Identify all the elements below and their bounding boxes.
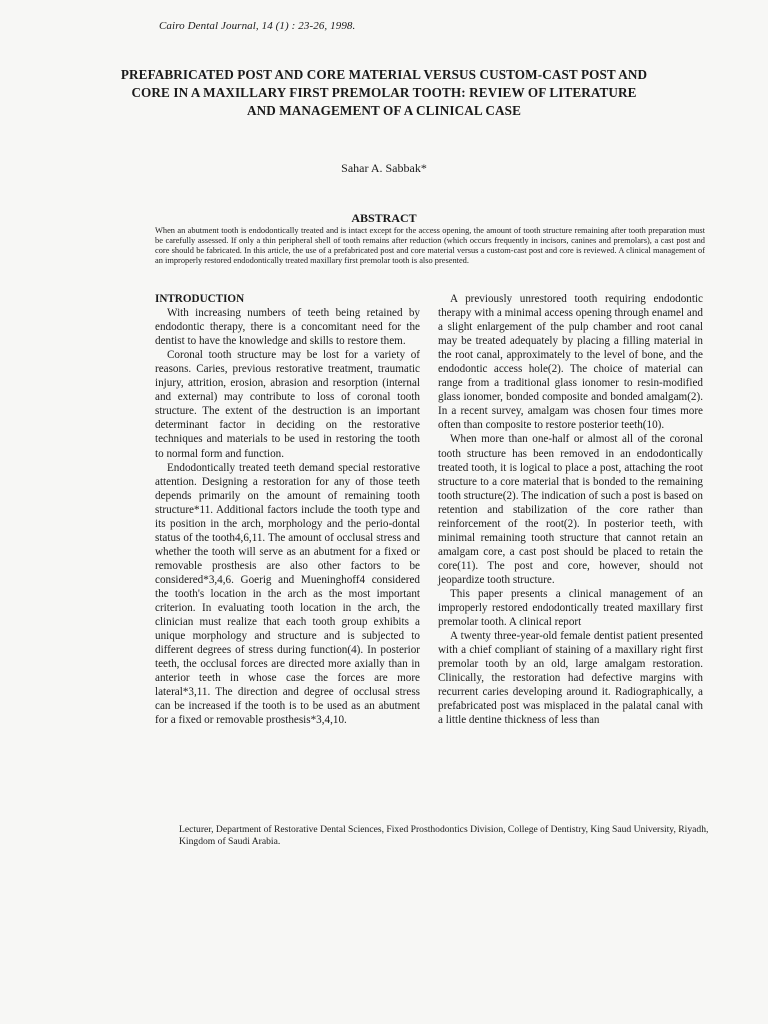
abstract-text: When an abutment tooth is endodontically treated and is intact except for the access opening, the amount of tooth structure remaining after tooth preparation must be carefully assessed. If only a thin peripheral shell of tooth remains after reduction (which occurs frequently in incisors, canines and premolars), a cast post and core should be fabricated. In this article, the use of a prefabricated post and core material versus a custom-cast post and core is reviewed. A clinical management of an improperly restored endodontically treated maxillary first premolar tooth is also presented.	[155, 226, 705, 265]
introduction-heading: INTRODUCTION	[155, 293, 245, 305]
paragraph: When more than one-half or almost all of the coronal tooth structure has been removed in an endodontically treated tooth, it is logical to place a post, attaching the root structure to a core material that is bonded to the remaining tooth structure(2). The indication of such a post is based on retention and stabilization of the core rather than reinforcement of the root(2). In posterior teeth, with minimal remaining tooth structure that cannot retain an amalgam core, a cast post should be placed to retain the core(11). The post and core, however, should not jeopardize tooth structure.	[438, 433, 703, 586]
paragraph: This paper presents a clinical management of an improperly restored endodontically treated maxillary first premolar tooth. A clinical report	[438, 587, 703, 629]
paragraph: A previously unrestored tooth requiring endodontic therapy with a minimal access opening through enamel and a slight enlargement of the pulp chamber and root canal may be treated adequately by placing a filling material in the root canal, approximately to the level of bone, and the endodontic access hole(2). The choice of material can range from a traditional glass ionomer to resin-modified glass ionomer, bonded composite and bonded amalgam(2). In a recent survey, amalgam was chosen four times more often than composite to restore posterior teeth(10).	[438, 293, 703, 432]
journal-citation: Cairo Dental Journal, 14 (1) : 23-26, 1998.	[159, 20, 356, 32]
paragraph: With increasing numbers of teeth being retained by endodontic therapy, there is a concomitant need for the dentist to have the knowledge and skills to restore them.	[155, 307, 420, 348]
right-column	[438, 292, 703, 727]
author-name: Sahar A. Sabbak*	[341, 161, 427, 175]
paragraph: Coronal tooth structure may be lost for a variety of reasons. Caries, previous restorative treatment, traumatic injury, attrition, erosion, abrasion and resorption (internal and external) may contribute to loss of coronal tooth structure. The extent of the destruction is an important determinant factor in deciding on the restorative techniques and materials to be used in restoring the tooth to normal form and function.	[155, 349, 420, 460]
paragraph: Endodontically treated teeth demand special restorative attention. Designing a restoration for any of those teeth depends primarily on the amount of remaining tooth structure*11. Additional factors include the tooth type and its position in the arch, morphology and the perio-dontal status of the tooth4,6,11. The amount of occlusal stress and whether the tooth will serve as an abutment for a fixed or removable prosthesis are also other factors to be considered*3,4,6. Goerig and Mueninghoff4 considered the tooth's location in the arch as the most important criterion. In evaluating tooth location in the arch, the clinician must realize that each tooth group exhibits a unique morphology and structure and is subjected to different degrees of stress during function(4). In posterior teeth, the occlusal forces are directed more axially than in anterior teeth in whose case the forces are more lateral*3,11. The direction and degree of occlusal stress can be increased if the tooth is to be used as an abutment for a fixed or removable prosthesis*3,4,10.	[155, 461, 420, 727]
paper-title: PREFABRICATED POST AND CORE MATERIAL VERSUS CUSTOM-CAST POST AND CORE IN A MAXILLARY FIRST PREMOLAR TOOTH: REVIEW OF LITERATURE AND MANAGEMENT OF A CLINICAL CASE	[120, 67, 648, 118]
paragraph: A twenty three-year-old female dentist patient presented with a chief compliant of staining of a maxillary right first premolar tooth by an old, large amalgam restoration. Clinically, the restoration had defective margins with recurrent caries developing around it. Radiographically, a prefabricated post was misplaced in the palatal canal with a little dentine thickness of less than	[438, 630, 703, 727]
author-affiliation-footnote: Lecturer, Department of Restorative Dental Sciences, Fixed Prosthodontics Division, College of Dentistry, King Saud University, Riyadh, Kingdom of Saudi Arabia.	[179, 824, 709, 847]
abstract-heading: ABSTRACT	[351, 211, 417, 225]
left-column	[155, 292, 420, 727]
